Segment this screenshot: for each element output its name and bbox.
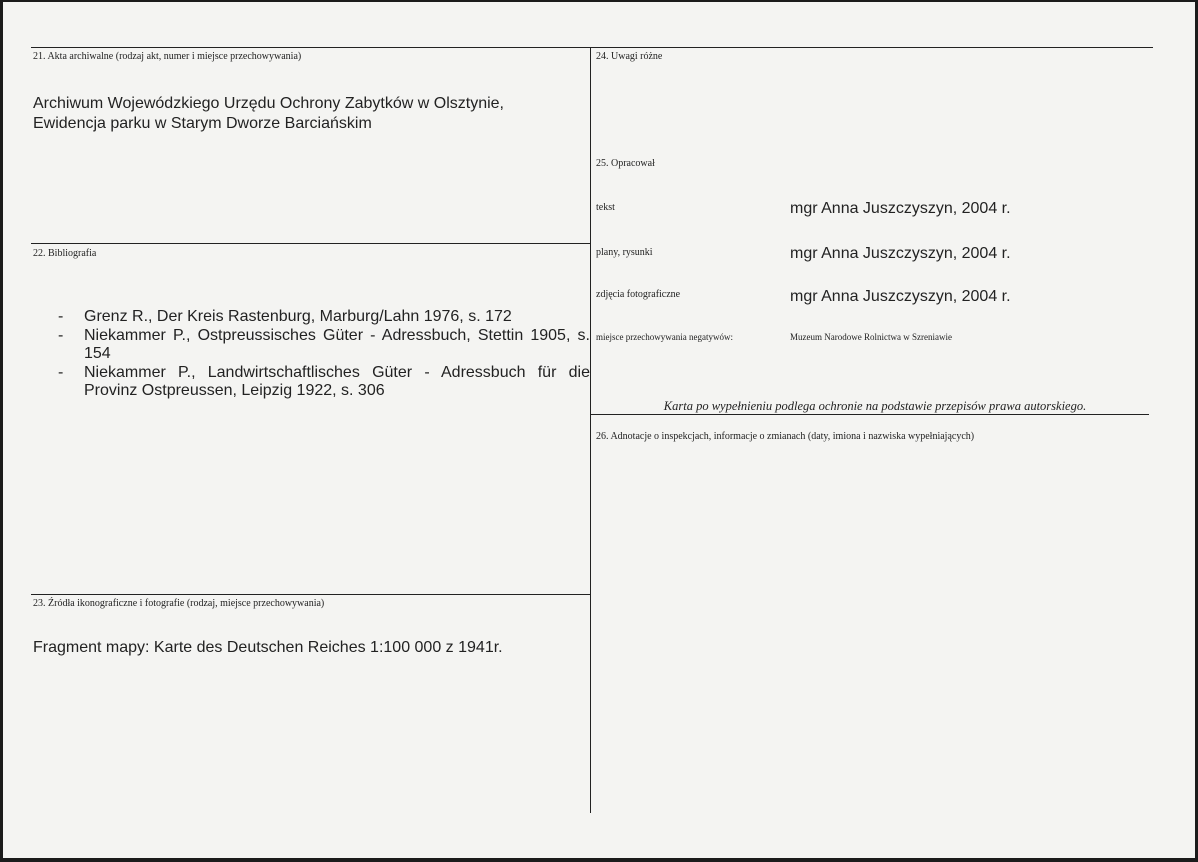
bibliography-list bbox=[58, 308, 590, 401]
text-author-value: mgr Anna Juszczyszyn, 2004 r. bbox=[790, 200, 1011, 217]
plans-author-value: mgr Anna Juszczyszyn, 2004 r. bbox=[790, 245, 1011, 262]
section-26-label: 26. Adnotacje o inspekcjach, informacje o zmianach (daty, imiona i nazwiska wypełniających) bbox=[596, 431, 975, 442]
text-author-label: tekst bbox=[596, 202, 615, 213]
column-divider bbox=[590, 47, 591, 813]
negatives-value: Muzeum Narodowe Rolnictwa w Szreniawie bbox=[790, 332, 952, 342]
rule-23 bbox=[31, 594, 591, 595]
photos-author-label: zdjęcia fotograficzne bbox=[596, 289, 681, 300]
rule-26 bbox=[591, 414, 1149, 415]
section-23-text: Fragment mapy: Karte des Deutschen Reiches 1:100 000 z 1941r. bbox=[33, 639, 503, 656]
copyright-note: Karta po wypełnieniu podlega ochronie na podstawie przepisów prawa autorskiego. bbox=[663, 399, 1087, 413]
top-rule bbox=[31, 47, 1153, 48]
section-22-label: 22. Bibliografia bbox=[33, 248, 97, 259]
list-item: - Niekammer P., Landwirtschaftlisches Güter - Adressbuch für die Provinz Ostpreussen, Leipzig 1922, s. 306 bbox=[58, 363, 590, 399]
list-item: - Grenz R., Der Kreis Rastenburg, Marburg/Lahn 1976, s. 172 bbox=[58, 308, 512, 325]
list-item: - Niekammer P., Ostpreussisches Güter - Adressbuch, Stettin 1905, s. 154 bbox=[58, 326, 590, 362]
rule-22 bbox=[31, 243, 591, 244]
photos-author-value: mgr Anna Juszczyszyn, 2004 r. bbox=[790, 288, 1011, 305]
negatives-label: miejsce przechowywania negatywów: bbox=[596, 332, 733, 342]
section-24-label: 24. Uwagi różne bbox=[596, 51, 663, 62]
section-25-label: 25. Opracował bbox=[596, 158, 655, 169]
record-card-sheet bbox=[3, 2, 1195, 858]
section-21-label: 21. Akta archiwalne (rodzaj akt, numer i miejsce przechowywania) bbox=[33, 51, 302, 62]
section-23-label: 23. Źródła ikonograficzne i fotografie (rodzaj, miejsce przechowywania) bbox=[33, 598, 325, 609]
section-21-text: Archiwum Wojewódzkiego Urzędu Ochrony Zabytków w Olsztynie, Ewidencja parku w Starym Dworze Barciańskim bbox=[33, 95, 504, 132]
plans-author-label: plany, rysunki bbox=[596, 247, 653, 258]
